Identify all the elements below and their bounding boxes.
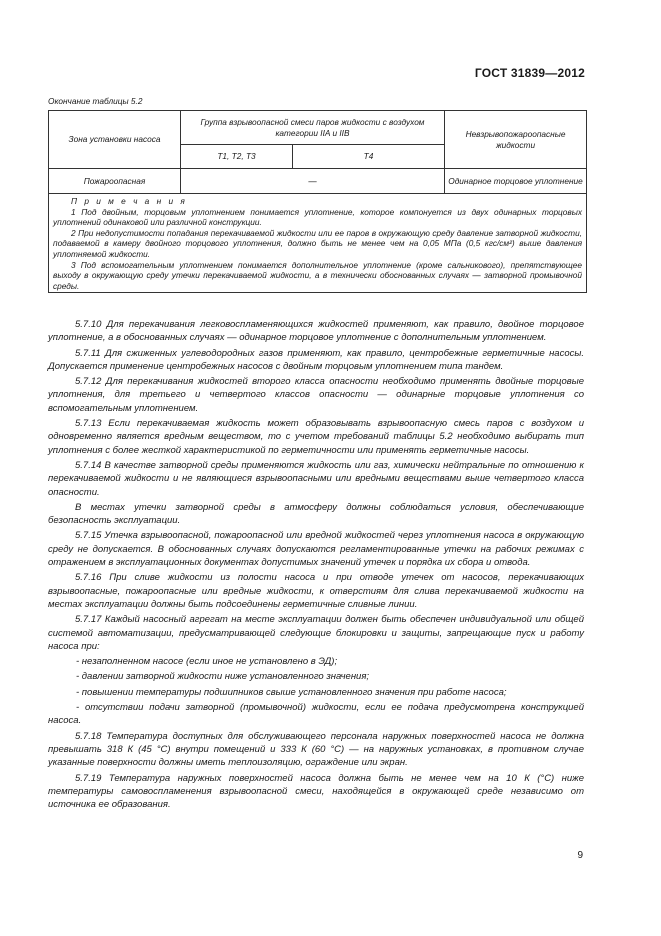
col-header-zone: Зона установки насоса <box>49 111 181 169</box>
paragraph-leak-conditions: В местах утечки затворной среды в атмосферу должны соблюдаться условия, обеспечивающие безопасность эксплуатации. <box>48 501 584 527</box>
paragraph-5-7-11: 5.7.11 Для сжиженных углеводородных газов применяют, как правило, центробежные герметичные насосы. Допускается применение центробежных насосов с двойным торцовым уплотнением типа тандем. <box>48 347 584 372</box>
paragraph-5-7-12: 5.7.12 Для перекачивания жидкостей второго класса опасности необходимо применять двойные торцовые уплотнения, для третьего и четвертого классов опасности — одинарные торцовые уплотнения со вспомогательным уплотнением. <box>48 376 584 414</box>
note-2: 2 При недопустимости попадания перекачиваемой жидкости или ее паров в окружающую среду давление затворной жидкости, подаваемой в камеру двойного торцового уплотнения, должно быть не менее чем на 0,05 МПа (0,5 кгс/см²) выше давления уплотняемой жидкости. <box>53 227 583 259</box>
subheader-t1-t3: Т1, Т2, Т3 <box>181 145 293 169</box>
paragraph-5-7-10: 5.7.10 Для перекачивания легковоспламеняющихся жидкостей применяют, как правило, двойное торцовое уплотнение, а в обоснованных случаях — одинарное торцовое уплотнение с дополнительным уплотнением. <box>48 319 584 344</box>
list-item: - незаполненном насосе (если иное не установлено в ЭД); <box>76 656 338 668</box>
page-number: 9 <box>577 850 583 861</box>
note-1: 1 Под двойным, торцовым уплотнением понимается уплотнение, которое компонуется из двух одинарных торцовых уплотнений одинаковой или различной конструкции. <box>53 206 583 228</box>
paragraph-5-7-14: 5.7.14 В качестве затворной среды применяются жидкость или газ, химически нейтральные по отношению к перекачиваемой жидкости и не являющиеся взрывоопасными или вредными веществами выше четвертого класса опасности. <box>48 459 584 498</box>
list-item: - отсутствии подачи затворной (промывочной) жидкости, если ее подача предусмотрена конструкцией насоса. <box>48 702 584 727</box>
seal-table <box>48 110 587 293</box>
standard-number: ГОСТ 31839—2012 <box>474 66 585 80</box>
paragraph-5-7-16: 5.7.16 При сливе жидкости из полости насоса и при отводе утечек от насосов, перекачивающих взрывоопасные, пожароопасные или вредные жидкости, к отверстиям для слива перекачиваемой жидкости на местах эксплуатации должны быть подсоединены герметичные сливные линии. <box>48 572 584 610</box>
table-notes <box>49 194 587 293</box>
row-dash: — <box>181 169 445 194</box>
paragraph-5-7-15: 5.7.15 Утечка взрывоопасной, пожароопасной или вредной жидкостей через уплотнения насоса в окружающую среду не допускается. В обоснованных случаях допускаются регламентированные утечки на рабочих режимах с отражением в эксплуатационных документах допустимых значений утечек и порядка их сбора и отвода. <box>48 530 584 569</box>
paragraph-5-7-19: 5.7.19 Температура наружных поверхностей насоса должна быть не менее чем на 10 К (°С) ниже температуры самовоспламенения взрывоопасной смеси, находящейся в окружающей среде независимо от источника ее образования. <box>48 772 584 811</box>
notes-title: П р и м е ч а н и я <box>71 196 188 206</box>
body-text <box>48 318 584 813</box>
list-item: - повышении температуры подшипников свыше установленного значения при работе насоса; <box>76 686 507 698</box>
row-single-seal: Одинарное торцовое уплотнение <box>445 169 587 194</box>
col-header-group: Группа взрывоопасной смеси паров жидкости с воздухом категории IIA и IIB <box>181 111 445 145</box>
table-caption: Окончание таблицы 5.2 <box>48 96 143 106</box>
row-zone-fire: Пожароопасная <box>49 169 181 194</box>
note-3: 3 Под вспомогательным уплотнением понимается дополнительное уплотнение (кроме сальникового), препятствующее выходу в окружающую среду утечки перекачиваемой жидкости, а в технически обоснованных случаях — затворной промывочной среды. <box>53 259 583 291</box>
paragraph-5-7-18: 5.7.18 Температура доступных для обслуживающего персонала наружных поверхностей насоса не должна превышать 318 К (45 °С) внутри помещений и 333 К (60 °С) — на наружных установках, в противном случае указанные поверхности должны иметь теплоизоляцию, ограждение или экран. <box>48 730 584 769</box>
paragraph-5-7-17: 5.7.17 Каждый насосный агрегат на месте эксплуатации должен быть обеспечен индивидуальной или общей системой автоматизации, предусматривающей следующие блокировки и защиты, запрещающие пуск и работу насоса при: <box>48 614 584 652</box>
list-item: - давлении затворной жидкости ниже установленного значения; <box>76 671 370 683</box>
col-header-nonexplosive: Невзрывопожароопасные жидкости <box>445 111 587 169</box>
paragraph-5-7-13: 5.7.13 Если перекачиваемая жидкость может образовывать взрывоопасную смесь паров с воздухом и одновременно является вредным веществом, то с учетом требований таблицы 5.2 необходимо выбирать тип уплотнения с более жесткой характеристикой по герметичности или применять герметичные насосы. <box>48 418 584 456</box>
subheader-t4: Т4 <box>293 145 445 169</box>
